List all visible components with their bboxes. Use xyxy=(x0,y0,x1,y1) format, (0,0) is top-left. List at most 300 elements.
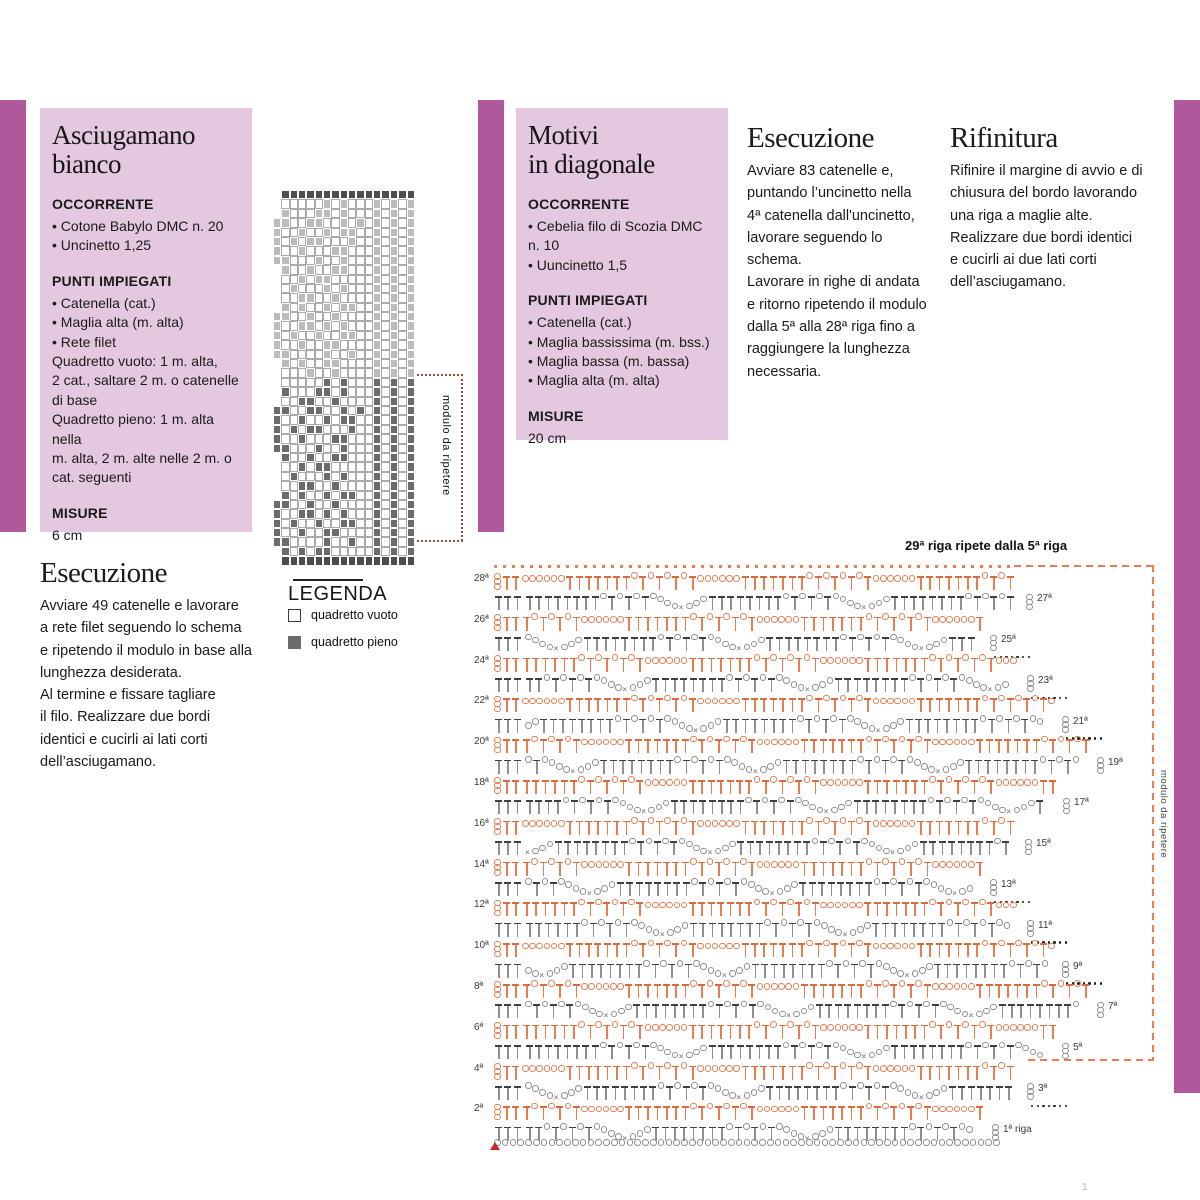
chain-stitch-icon xyxy=(985,800,992,807)
grid-cell xyxy=(306,434,314,443)
grid-cell xyxy=(306,444,314,453)
chain-stitch-icon xyxy=(723,613,730,620)
treble-stitch-icon xyxy=(622,576,631,590)
chain-stitch-icon xyxy=(771,983,778,990)
chain-stitch-icon xyxy=(757,616,764,623)
treble-stitch-icon xyxy=(845,882,854,896)
chain-stitch-icon xyxy=(1024,1024,1031,1031)
chain-stitch-icon xyxy=(965,593,972,600)
chain-stitch-icon xyxy=(962,1011,969,1018)
chain-stitch-icon xyxy=(887,1065,894,1072)
grid-cell xyxy=(373,500,381,509)
grid-cell xyxy=(348,556,356,565)
chain-stitch-icon xyxy=(548,736,555,743)
card1-title xyxy=(52,121,240,179)
chain-stitch-icon xyxy=(611,1011,618,1018)
treble-stitch-icon xyxy=(889,1106,898,1120)
grid-cell xyxy=(390,434,398,443)
treble-stitch-icon xyxy=(531,902,540,916)
esecuzione-mid-heading: Esecuzione xyxy=(747,122,875,154)
single-crochet-icon: × xyxy=(525,848,530,858)
legend-title: LEGENDA xyxy=(288,583,388,605)
grid-cell xyxy=(348,190,356,199)
chain-stitch-icon xyxy=(787,776,794,783)
treble-stitch-icon xyxy=(970,902,979,916)
treble-stitch-icon xyxy=(814,1066,823,1080)
chain-stitch-icon xyxy=(793,739,800,746)
treble-stitch-icon xyxy=(769,719,778,733)
single-crochet-icon: × xyxy=(919,1093,924,1102)
treble-stitch-icon xyxy=(764,1045,773,1059)
grid-cell xyxy=(348,537,356,546)
grid-cell xyxy=(356,547,364,556)
treble-stitch-icon xyxy=(634,984,643,998)
start-marker-triangle xyxy=(490,1142,500,1150)
chain-stitch-icon xyxy=(634,1139,641,1146)
treble-stitch-icon xyxy=(918,596,927,610)
grid-cell xyxy=(323,537,331,546)
treble-stitch-icon xyxy=(963,943,972,957)
treble-stitch-icon xyxy=(620,841,629,855)
chain-stitch-icon xyxy=(968,983,975,990)
grid-cell xyxy=(398,434,406,443)
chain-stitch-icon xyxy=(502,1139,509,1146)
treble-stitch-icon xyxy=(856,1106,865,1120)
chain-stitch-icon xyxy=(681,695,688,702)
treble-stitch-icon xyxy=(722,719,731,733)
treble-stitch-icon xyxy=(910,780,919,794)
treble-stitch-icon xyxy=(801,760,810,774)
treble-stitch-icon xyxy=(916,678,925,692)
treble-stitch-icon xyxy=(583,637,592,651)
diagram-row xyxy=(470,998,1170,1021)
chain-stitch-icon xyxy=(722,641,729,648)
chain-stitch-icon xyxy=(793,861,800,868)
chain-stitch-icon xyxy=(894,698,901,705)
chain-stitch-icon xyxy=(939,616,946,623)
treble-stitch-icon xyxy=(634,617,643,631)
treble-stitch-icon xyxy=(661,678,670,692)
treble-stitch-icon xyxy=(847,943,856,957)
diagram-row xyxy=(470,917,1170,937)
grid-cell xyxy=(315,303,323,312)
chain-stitch-icon xyxy=(1026,594,1033,601)
grid-cell xyxy=(373,481,381,490)
grid-cell xyxy=(331,453,339,462)
treble-stitch-icon xyxy=(714,862,723,876)
chain-stitch-icon xyxy=(729,1092,736,1099)
treble-stitch-icon xyxy=(918,800,927,814)
chain-stitch-icon xyxy=(594,1123,601,1130)
grid-cell xyxy=(340,256,348,265)
chain-stitch-icon xyxy=(797,715,804,722)
grid-cell xyxy=(340,472,348,481)
chain-stitch-icon xyxy=(723,736,730,743)
treble-stitch-icon xyxy=(622,1066,631,1080)
chain-stitch-icon xyxy=(1073,1001,1080,1008)
chain-stitch-icon xyxy=(940,1001,947,1008)
grid-cell xyxy=(298,359,306,368)
treble-stitch-icon xyxy=(624,862,633,876)
chain-stitch-icon xyxy=(631,1062,638,1069)
treble-stitch-icon xyxy=(873,984,882,998)
grid-cell xyxy=(281,331,289,340)
grid-cell xyxy=(281,397,289,406)
grid-cell xyxy=(298,397,306,406)
treble-stitch-icon xyxy=(831,637,840,651)
chain-stitch-icon xyxy=(715,848,722,855)
grid-cell xyxy=(298,387,306,396)
chain-stitch-icon xyxy=(494,737,501,744)
chain-stitch-icon xyxy=(902,943,909,950)
row-label: 1ª riga xyxy=(1003,1123,1032,1135)
grid-cell xyxy=(348,340,356,349)
chain-stitch-icon xyxy=(722,845,729,852)
chain-stitch-icon xyxy=(575,637,582,644)
grid-cell xyxy=(315,359,323,368)
chain-stitch-icon xyxy=(1021,804,1028,811)
treble-stitch-icon xyxy=(688,576,697,590)
chain-stitch-icon xyxy=(902,698,909,705)
grid-cell xyxy=(407,491,415,500)
text-line: 4ª catenella dall'uncinetto, xyxy=(747,207,915,224)
grid-cell xyxy=(298,472,306,481)
treble-stitch-icon xyxy=(830,821,839,835)
grid-cell xyxy=(348,237,356,246)
chain-stitch-icon xyxy=(707,736,714,743)
treble-stitch-icon xyxy=(607,596,616,610)
chain-stitch-icon xyxy=(826,960,833,967)
chain-stitch-icon xyxy=(915,1103,922,1110)
grid-cell xyxy=(390,556,398,565)
treble-stitch-icon xyxy=(511,902,520,916)
chain-stitch-icon xyxy=(691,634,698,641)
grid-cell xyxy=(340,331,348,340)
grid-cell xyxy=(340,218,348,227)
chain-stitch-icon xyxy=(603,739,610,746)
treble-stitch-icon xyxy=(572,739,581,753)
chain-stitch-icon xyxy=(618,1008,625,1015)
treble-stitch-icon xyxy=(914,882,923,896)
treble-stitch-icon xyxy=(952,964,961,978)
grid-cell xyxy=(306,387,314,396)
treble-stitch-icon xyxy=(935,1066,944,1080)
grid-cell xyxy=(348,415,356,424)
grid-cell xyxy=(331,547,339,556)
chain-stitch-icon xyxy=(778,797,785,804)
treble-stitch-icon xyxy=(511,1066,520,1080)
chain-stitch-icon xyxy=(985,1139,992,1146)
treble-stitch-icon xyxy=(584,1066,593,1080)
treble-stitch-icon xyxy=(863,658,872,672)
treble-stitch-icon xyxy=(671,739,680,753)
grid-cell xyxy=(290,378,298,387)
legend-rule xyxy=(293,579,363,581)
chain-stitch-icon xyxy=(876,1139,883,1146)
grid-cell xyxy=(356,340,364,349)
treble-stitch-icon xyxy=(956,1045,965,1059)
grid-cell xyxy=(348,509,356,518)
treble-stitch-icon xyxy=(916,1066,925,1080)
grid-cell xyxy=(348,444,356,453)
grid-cell xyxy=(356,190,364,199)
treble-stitch-icon xyxy=(591,841,600,855)
treble-stitch-icon xyxy=(863,943,872,957)
treble-stitch-icon xyxy=(744,902,753,916)
grid-cell xyxy=(306,218,314,227)
grid-cell xyxy=(273,500,281,509)
treble-stitch-icon xyxy=(856,984,865,998)
treble-stitch-icon xyxy=(602,658,611,672)
chain-stitch-icon xyxy=(1074,736,1081,743)
chain-stitch-icon xyxy=(541,1139,548,1146)
chain-stitch-icon xyxy=(522,698,529,705)
grid-cell xyxy=(281,256,289,265)
chain-stitch-icon xyxy=(783,593,790,600)
diagram-row xyxy=(470,815,1170,835)
grid-cell xyxy=(290,397,298,406)
chain-stitch-icon xyxy=(745,797,752,804)
single-crochet-icon: × xyxy=(736,1093,742,1102)
treble-stitch-icon xyxy=(1006,1066,1015,1080)
chain-stitch-icon xyxy=(733,943,740,950)
treble-stitch-icon xyxy=(802,841,811,855)
grid-cell xyxy=(340,237,348,246)
treble-stitch-icon xyxy=(774,841,783,855)
treble-stitch-icon xyxy=(936,658,945,672)
grid-cell xyxy=(323,331,331,340)
grid-cell xyxy=(323,425,331,434)
text-line: 6 cm xyxy=(52,526,83,543)
chain-stitch-icon xyxy=(861,722,868,729)
chain-stitch-icon xyxy=(899,613,906,620)
grid-cell xyxy=(315,387,323,396)
treble-stitch-icon xyxy=(511,617,520,631)
treble-stitch-icon xyxy=(807,964,816,978)
chain-stitch-icon xyxy=(681,657,688,664)
grid-cell xyxy=(331,246,339,255)
chain-stitch-icon xyxy=(912,841,919,848)
grid-cell xyxy=(381,199,389,208)
chain-stitch-icon xyxy=(494,941,501,948)
treble-stitch-icon xyxy=(662,984,671,998)
chain-stitch-icon xyxy=(804,654,811,661)
treble-stitch-icon xyxy=(925,698,934,712)
chain-stitch-icon xyxy=(833,1042,840,1049)
chain-stitch-icon xyxy=(933,1089,940,1096)
chain-stitch-icon xyxy=(996,902,1003,909)
treble-stitch-icon xyxy=(671,576,680,590)
grid-cell xyxy=(356,275,364,284)
treble-stitch-icon xyxy=(622,719,631,733)
chain-stitch-icon xyxy=(804,1021,811,1028)
treble-stitch-icon xyxy=(502,902,511,916)
esecuzione-left-block xyxy=(40,558,270,773)
grid-cell xyxy=(281,359,289,368)
grid-cell xyxy=(365,340,373,349)
chain-stitch-icon xyxy=(719,698,726,705)
treble-stitch-icon xyxy=(624,1045,633,1059)
grid-cell xyxy=(331,528,339,537)
treble-stitch-icon xyxy=(909,800,918,814)
grid-cell xyxy=(373,368,381,377)
treble-stitch-icon xyxy=(731,1106,740,1120)
treble-stitch-icon xyxy=(539,617,548,631)
chain-stitch-icon xyxy=(532,970,539,977)
treble-stitch-icon xyxy=(769,800,778,814)
grid-cell xyxy=(273,246,281,255)
treble-stitch-icon xyxy=(635,1025,644,1039)
grid-cell xyxy=(398,519,406,528)
grid-cell xyxy=(306,293,314,302)
chain-stitch-icon xyxy=(575,1001,582,1008)
treble-stitch-icon xyxy=(923,719,932,733)
grid-cell xyxy=(323,199,331,208)
grid-cell xyxy=(390,350,398,359)
chain-stitch-icon xyxy=(828,838,835,845)
treble-stitch-icon xyxy=(881,1004,890,1018)
grid-cell xyxy=(398,444,406,453)
treble-stitch-icon xyxy=(715,1004,724,1018)
chain-stitch-icon xyxy=(525,1139,532,1146)
treble-stitch-icon xyxy=(909,923,918,937)
chain-stitch-icon xyxy=(770,654,777,661)
chain-stitch-icon xyxy=(1010,902,1017,909)
chain-stitch-icon xyxy=(957,759,964,766)
treble-stitch-icon xyxy=(572,984,581,998)
grid-cell xyxy=(373,228,381,237)
treble-stitch-icon xyxy=(698,760,707,774)
treble-stitch-icon xyxy=(1063,1004,1072,1018)
grid-cell xyxy=(315,491,323,500)
chain-stitch-icon xyxy=(784,885,791,892)
chain-stitch-icon xyxy=(560,674,567,681)
treble-stitch-icon xyxy=(747,739,756,753)
chain-stitch-icon xyxy=(817,807,824,814)
chain-stitch-icon xyxy=(542,878,549,885)
grid-cell xyxy=(323,462,331,471)
chain-stitch-icon xyxy=(869,841,876,848)
chain-stitch-icon xyxy=(919,967,926,974)
grid-cell xyxy=(340,199,348,208)
chain-stitch-icon xyxy=(659,1024,666,1031)
treble-stitch-icon xyxy=(593,698,602,712)
grid-cell xyxy=(407,218,415,227)
grid-cell xyxy=(398,284,406,293)
chain-stitch-icon xyxy=(806,1062,813,1069)
single-crochet-icon: × xyxy=(678,1052,684,1062)
chain-stitch-icon xyxy=(673,1139,680,1146)
treble-stitch-icon xyxy=(798,882,807,896)
chain-stitch-icon xyxy=(757,983,764,990)
chain-stitch-icon xyxy=(758,1085,765,1092)
treble-stitch-icon xyxy=(750,576,759,590)
grid-cell xyxy=(281,556,289,565)
chain-stitch-icon xyxy=(565,881,572,888)
chain-stitch-icon xyxy=(565,736,572,743)
chain-stitch-icon xyxy=(659,657,666,664)
grid-cell xyxy=(365,556,373,565)
chain-stitch-icon xyxy=(1010,779,1017,786)
grid-cell xyxy=(390,190,398,199)
chain-stitch-icon xyxy=(982,572,989,579)
treble-stitch-icon xyxy=(525,678,534,692)
chain-stitch-icon xyxy=(968,739,975,746)
chain-stitch-icon xyxy=(615,919,622,926)
chain-stitch-icon xyxy=(659,902,666,909)
chain-stitch-icon xyxy=(946,776,953,783)
treble-stitch-icon xyxy=(828,984,837,998)
chain-stitch-icon xyxy=(874,756,881,763)
treble-stitch-icon xyxy=(503,841,512,855)
treble-stitch-icon xyxy=(592,1086,601,1100)
card-section xyxy=(52,196,240,256)
grid-cell xyxy=(340,246,348,255)
chain-stitch-icon xyxy=(982,695,989,702)
row-label: 4ª xyxy=(474,1062,484,1074)
chain-stitch-icon xyxy=(547,644,554,651)
treble-stitch-icon xyxy=(761,902,770,916)
grid-cell xyxy=(407,237,415,246)
grid-cell xyxy=(390,547,398,556)
grid-cell xyxy=(315,237,323,246)
chain-stitch-icon xyxy=(770,1021,777,1028)
chain-stitch-icon xyxy=(666,657,673,664)
treble-stitch-icon xyxy=(741,698,750,712)
treble-stitch-icon xyxy=(575,1066,584,1080)
chain-stitch-icon xyxy=(959,888,966,895)
grid-cell xyxy=(340,519,348,528)
chain-stitch-icon xyxy=(835,779,842,786)
chain-stitch-icon xyxy=(539,641,546,648)
chain-stitch-icon xyxy=(542,756,549,763)
chain-stitch-icon xyxy=(700,725,707,732)
chain-stitch-icon xyxy=(884,1139,891,1146)
single-crochet-icon: × xyxy=(570,766,576,776)
chain-stitch-icon xyxy=(994,838,1001,845)
chain-stitch-icon xyxy=(931,881,938,888)
grid-cell xyxy=(281,472,289,481)
chain-stitch-icon xyxy=(705,1139,712,1146)
treble-stitch-icon xyxy=(646,760,655,774)
treble-stitch-icon xyxy=(615,964,624,978)
grid-cell xyxy=(390,472,398,481)
grid-cell xyxy=(365,303,373,312)
treble-stitch-icon xyxy=(916,576,925,590)
grid-cell xyxy=(331,190,339,199)
chain-stitch-icon xyxy=(729,841,736,848)
chain-stitch-icon xyxy=(779,1011,786,1018)
diagram-row xyxy=(470,1039,1170,1062)
chain-stitch-icon xyxy=(1062,961,1069,968)
treble-stitch-icon xyxy=(871,800,880,814)
treble-stitch-icon xyxy=(638,719,647,733)
chain-stitch-icon xyxy=(494,981,501,988)
grid-cell xyxy=(323,453,331,462)
chain-stitch-icon xyxy=(932,983,939,990)
chain-stitch-icon xyxy=(728,1139,735,1146)
grid-cell xyxy=(390,303,398,312)
chain-stitch-icon xyxy=(631,817,638,824)
treble-stitch-icon xyxy=(726,923,735,937)
treble-stitch-icon xyxy=(731,882,740,896)
chain-stitch-icon xyxy=(697,943,704,950)
treble-stitch-icon xyxy=(889,984,898,998)
grid-cell xyxy=(356,481,364,490)
chain-stitch-icon xyxy=(715,970,722,977)
grid-cell xyxy=(373,415,381,424)
treble-stitch-icon xyxy=(882,780,891,794)
